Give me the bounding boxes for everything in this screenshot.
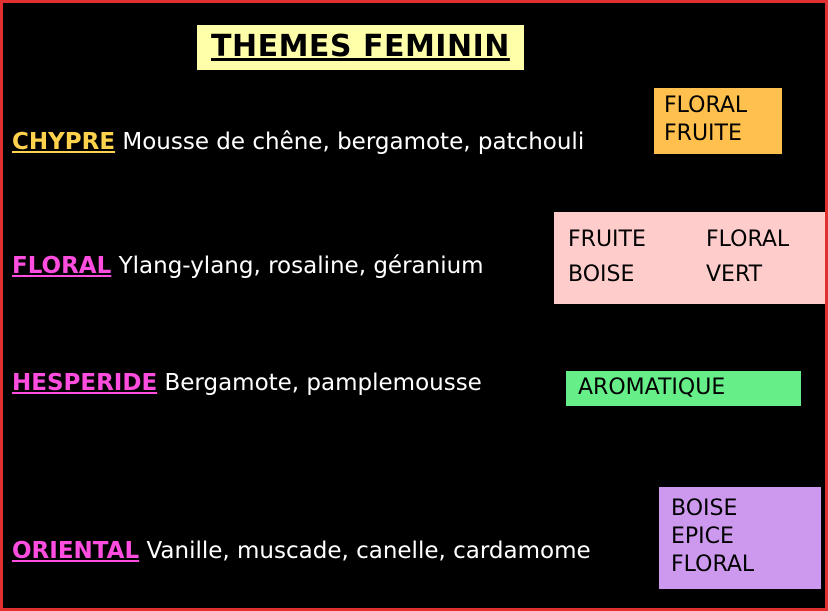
note-box-oriental [659,487,821,589]
note-box-chypre [654,88,782,154]
theme-desc-floral: Ylang-ylang, rosaline, géranium [111,253,484,279]
note-box-line: AROMATIQUE [578,375,726,400]
theme-desc-oriental: Vanille, muscade, canelle, cardamome [139,538,591,564]
note-box-floral [554,212,825,304]
theme-key-oriental: ORIENTAL [12,538,140,564]
note-box-cell: BOISE [568,262,635,288]
note-box-row [568,257,811,292]
page-title: THEMES FEMININ [197,25,524,70]
note-box-line: EPICE [671,524,734,550]
theme-key-chypre: CHYPRE [12,129,116,155]
theme-desc-hesperide: Bergamote, pamplemousse [157,370,482,396]
note-box-line: BOISE [671,496,738,521]
note-box-row [568,222,811,257]
note-box-line: FRUITE [664,121,742,147]
theme-line-floral [12,253,484,279]
theme-line-oriental [12,538,591,564]
theme-desc-chypre: Mousse de chêne, bergamote, patchouli [115,129,585,155]
theme-key-hesperide: HESPERIDE [12,370,158,396]
note-box-line: FLORAL [671,552,755,578]
theme-line-chypre [12,129,584,155]
theme-line-hesperide [12,370,482,396]
note-box-cell: VERT [706,262,763,288]
theme-key-floral: FLORAL [12,253,112,279]
note-box-cell: FLORAL [706,227,790,252]
note-box-hesperide [566,371,801,406]
note-box-cell: FRUITE [568,227,646,252]
note-box-line: FLORAL [664,93,748,118]
